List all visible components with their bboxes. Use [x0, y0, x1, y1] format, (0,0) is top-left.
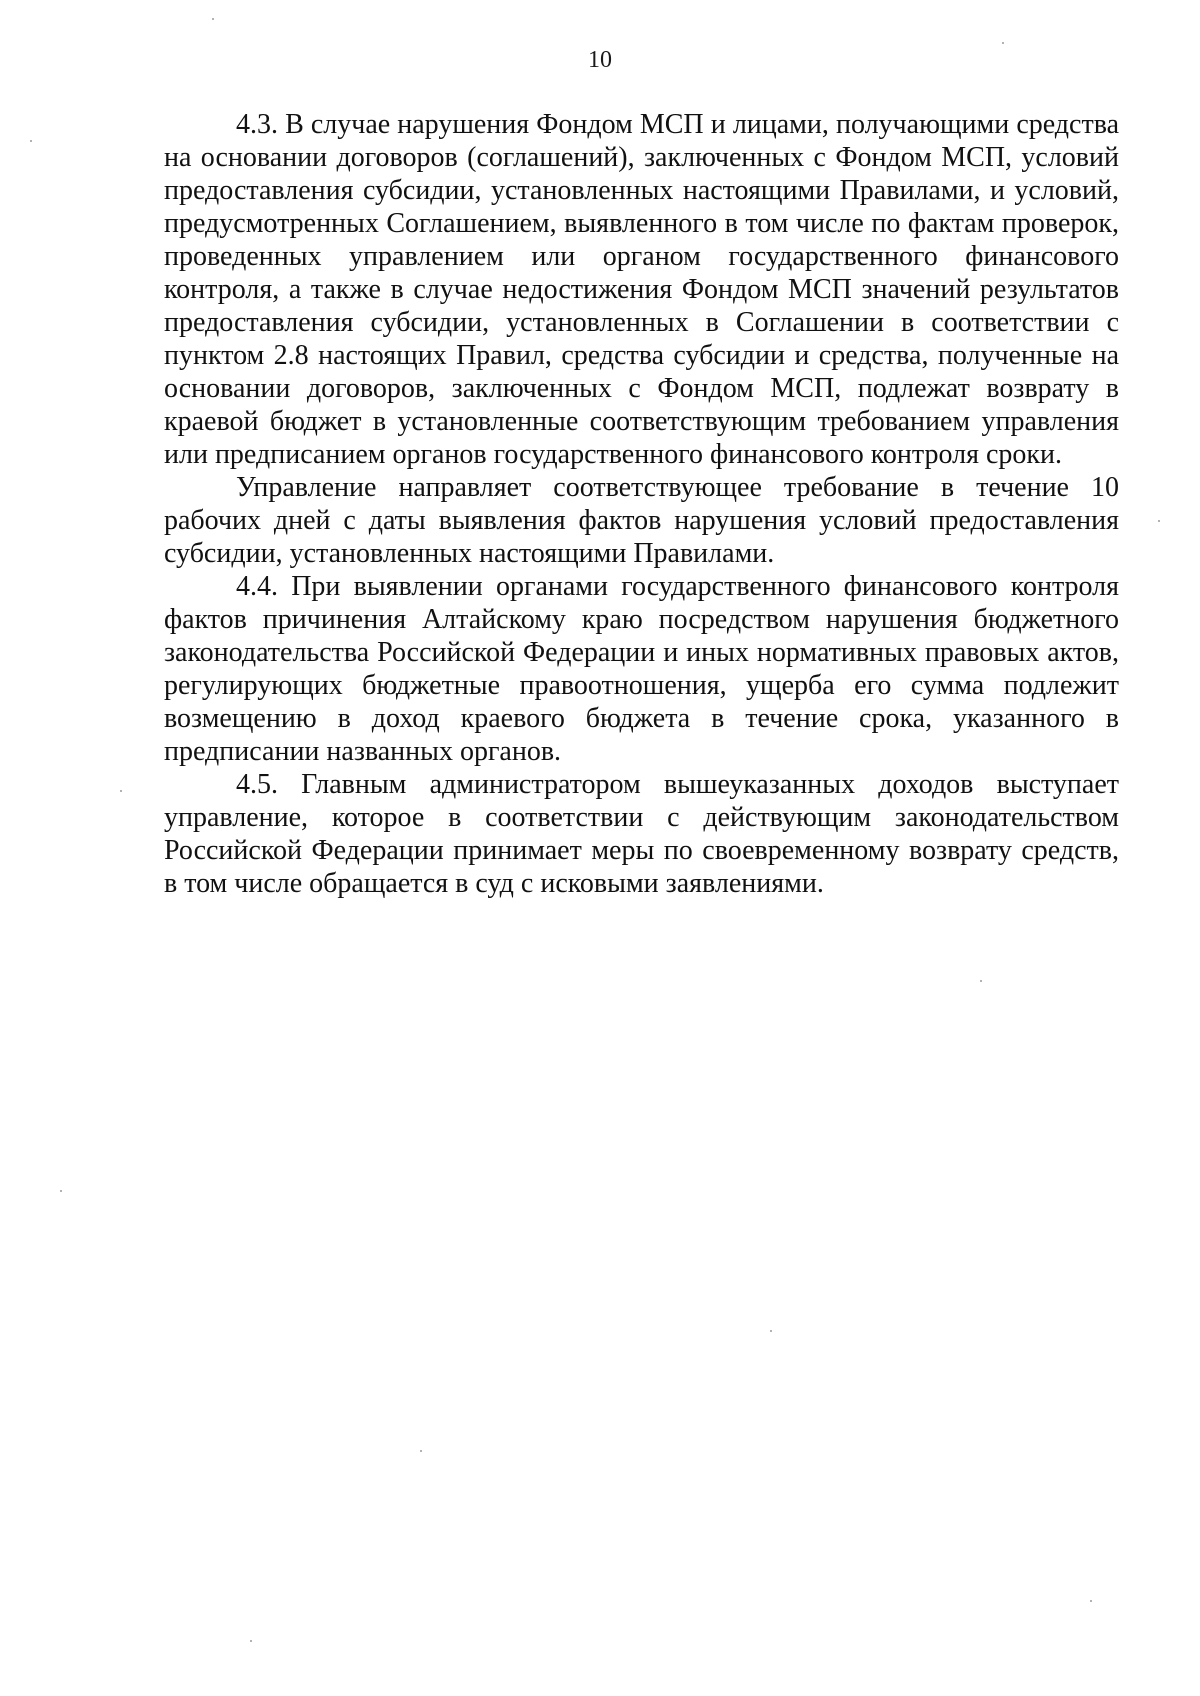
scan-speck — [60, 1190, 62, 1192]
paragraph-4-5: 4.5. Главным администратором вышеуказанных доходов выступает управление, которое в соответствии с действующим законодательством Российской Федерации принимает меры по своевременному возврату средств, в том числе обращается в суд с исковыми заявлениями. — [164, 769, 1119, 899]
scan-speck — [120, 790, 122, 792]
scan-speck — [980, 980, 982, 982]
scan-speck — [212, 18, 214, 20]
scan-speck — [1002, 42, 1004, 44]
scan-speck — [250, 1640, 252, 1642]
scan-speck — [420, 1450, 422, 1452]
document-body — [164, 108, 1119, 900]
paragraph-4-3-continuation: Управление направляет соответствующее требование в течение 10 рабочих дней с даты выявления фактов нарушения условий предоставления субсидии, установленных настоящими Правилами. — [164, 472, 1119, 569]
paragraph-4-3: 4.3. В случае нарушения Фондом МСП и лицами, получающими средства на основании договоров (соглашений), заключенных с Фондом МСП, условий предоставления субсидии, установленных настоящими Правилами, и условий, предусмотренных Соглашением, выявленного в том числе по фактам проверок, проведенных управлением или органом государственного финансового контроля, а также в случае недостижения Фондом МСП значений результатов предоставления субсидии, установленных в Соглашении в соответствии с пунктом 2.8 настоящих Правил, средства субсидии и средства, полученные на основании договоров, заключенных с Фондом МСП, подлежат возврату в краевой бюджет в установленные соответствующим требованием управления или предписанием органов государственного финансового контроля сроки. — [164, 109, 1119, 470]
page-number: 10 — [588, 47, 612, 73]
scan-speck — [30, 140, 32, 142]
scan-speck — [1158, 520, 1160, 522]
scan-speck — [1090, 1600, 1092, 1602]
paragraph-4-4: 4.4. При выявлении органами государственного финансового контроля фактов причинения Алтайскому краю посредством нарушения бюджетного законодательства Российской Федерации и иных нормативных правовых актов, регулирующих бюджетные правоотношения, ущерба его сумма подлежит возмещению в доход краевого бюджета в течение срока, указанного в предписании названных органов. — [164, 571, 1119, 767]
scan-speck — [770, 1330, 772, 1332]
